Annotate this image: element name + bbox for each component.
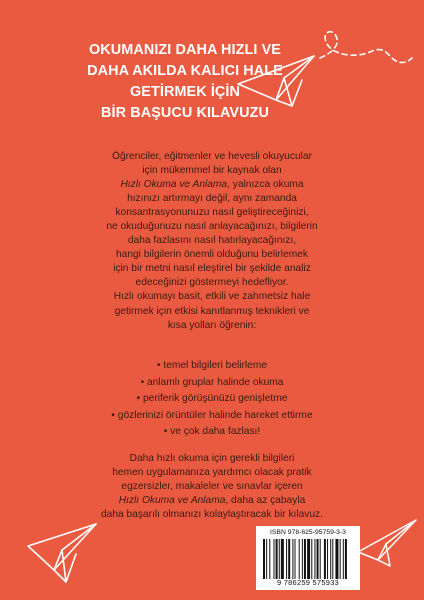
technique-list — [76, 358, 348, 441]
text-run: daha fazlasını nasıl hatırlayacağınızı, — [127, 235, 297, 247]
intro-line — [76, 290, 348, 304]
closing-line — [76, 480, 348, 494]
headline-line: GETİRMEK İÇİN — [129, 84, 241, 100]
text-run: daha başarılı olmanızı kolaylaştıracak bir kılavuz. — [101, 509, 323, 521]
text-run: hangi bilgilerin önemli olduğunu belirlemek — [116, 249, 308, 261]
intro-line — [76, 164, 348, 178]
paper-plane-icon — [356, 516, 422, 568]
intro-text — [76, 150, 348, 333]
intro-line — [76, 220, 348, 234]
barcode — [256, 526, 360, 590]
text-run: getirmek için etkisi kanıtlanmış teknikleri ve — [114, 305, 310, 317]
intro-line — [76, 319, 348, 333]
barcode-bars — [263, 539, 353, 579]
text-run: hızınızı artırmayı değil, aynı zamanda — [127, 193, 297, 205]
intro-line — [76, 150, 348, 164]
isbn-label: ISBN 978-625-95759-3-3 — [270, 529, 346, 536]
closing-line — [76, 466, 348, 480]
intro-line — [76, 178, 348, 192]
book-title: Hızlı Okuma ve Anlama — [120, 179, 228, 191]
closing-line — [76, 452, 348, 466]
headline-line: OKUMANIZI DAHA HIZLI VE — [88, 42, 282, 58]
paper-plane-icon — [236, 22, 416, 142]
intro-line — [76, 276, 348, 290]
intro-line — [76, 234, 348, 248]
intro-line — [76, 248, 348, 262]
barcode-digits: 9 786259 575933 — [276, 578, 340, 587]
intro-line — [76, 262, 348, 276]
closing-text — [76, 452, 348, 522]
text-run: edeceğinizi göstermeyi hedefliyor. — [135, 277, 289, 289]
list-item: • gözlerinizi örüntüler halinde hareket ettirme — [111, 409, 313, 421]
closing-line — [76, 494, 348, 508]
text-run: , yalnızca okuma — [227, 179, 304, 191]
list-item: • ve çok daha fazlası! — [163, 426, 261, 438]
list-item: • anlamlı gruplar halinde okuma — [140, 376, 284, 388]
intro-line — [76, 305, 348, 319]
text-run: ne okuduğunuzu nasıl anlayacağınızı, bilgilerin — [106, 221, 318, 233]
paper-plane-icon — [26, 520, 110, 590]
list-item: • temel bilgileri belirleme — [156, 360, 267, 371]
intro-line — [76, 206, 348, 220]
headline-line: DAHA AKILDA KALICI HALE — [87, 63, 283, 79]
book-title: Hızlı Okuma ve Anlama — [118, 495, 226, 507]
text-run: egzersizler, makaleler ve sınavlar içeren — [121, 481, 303, 493]
closing-line — [76, 508, 348, 522]
text-run: Öğrenciler, eğitmenler ve hevesli okuyucular — [112, 151, 312, 162]
text-run: kısa yolları öğrenin: — [167, 319, 257, 331]
text-run: Daha hızlı okuma için gerekli bilgileri — [129, 453, 295, 464]
text-run: Hızlı okumayı basit, etkili ve zahmetsiz hale — [113, 291, 311, 303]
text-run: için bir metni nasıl eleştirel bir şekilde analiz — [113, 263, 311, 275]
list-item: • periferik görüşünüzü genişletme — [136, 393, 288, 405]
text-run: konsantrasyonunuzu nasıl geliştireceğinizi, — [115, 207, 309, 219]
text-run: için mükemmel bir kaynak olan — [142, 165, 282, 177]
text-run: hemen uygulamanıza yardımcı olacak pratik — [112, 467, 312, 479]
intro-line — [76, 192, 348, 206]
text-run: , daha az çabayla — [225, 495, 306, 507]
headline-line: BİR BAŞUCU KILAVUZU — [101, 105, 269, 121]
